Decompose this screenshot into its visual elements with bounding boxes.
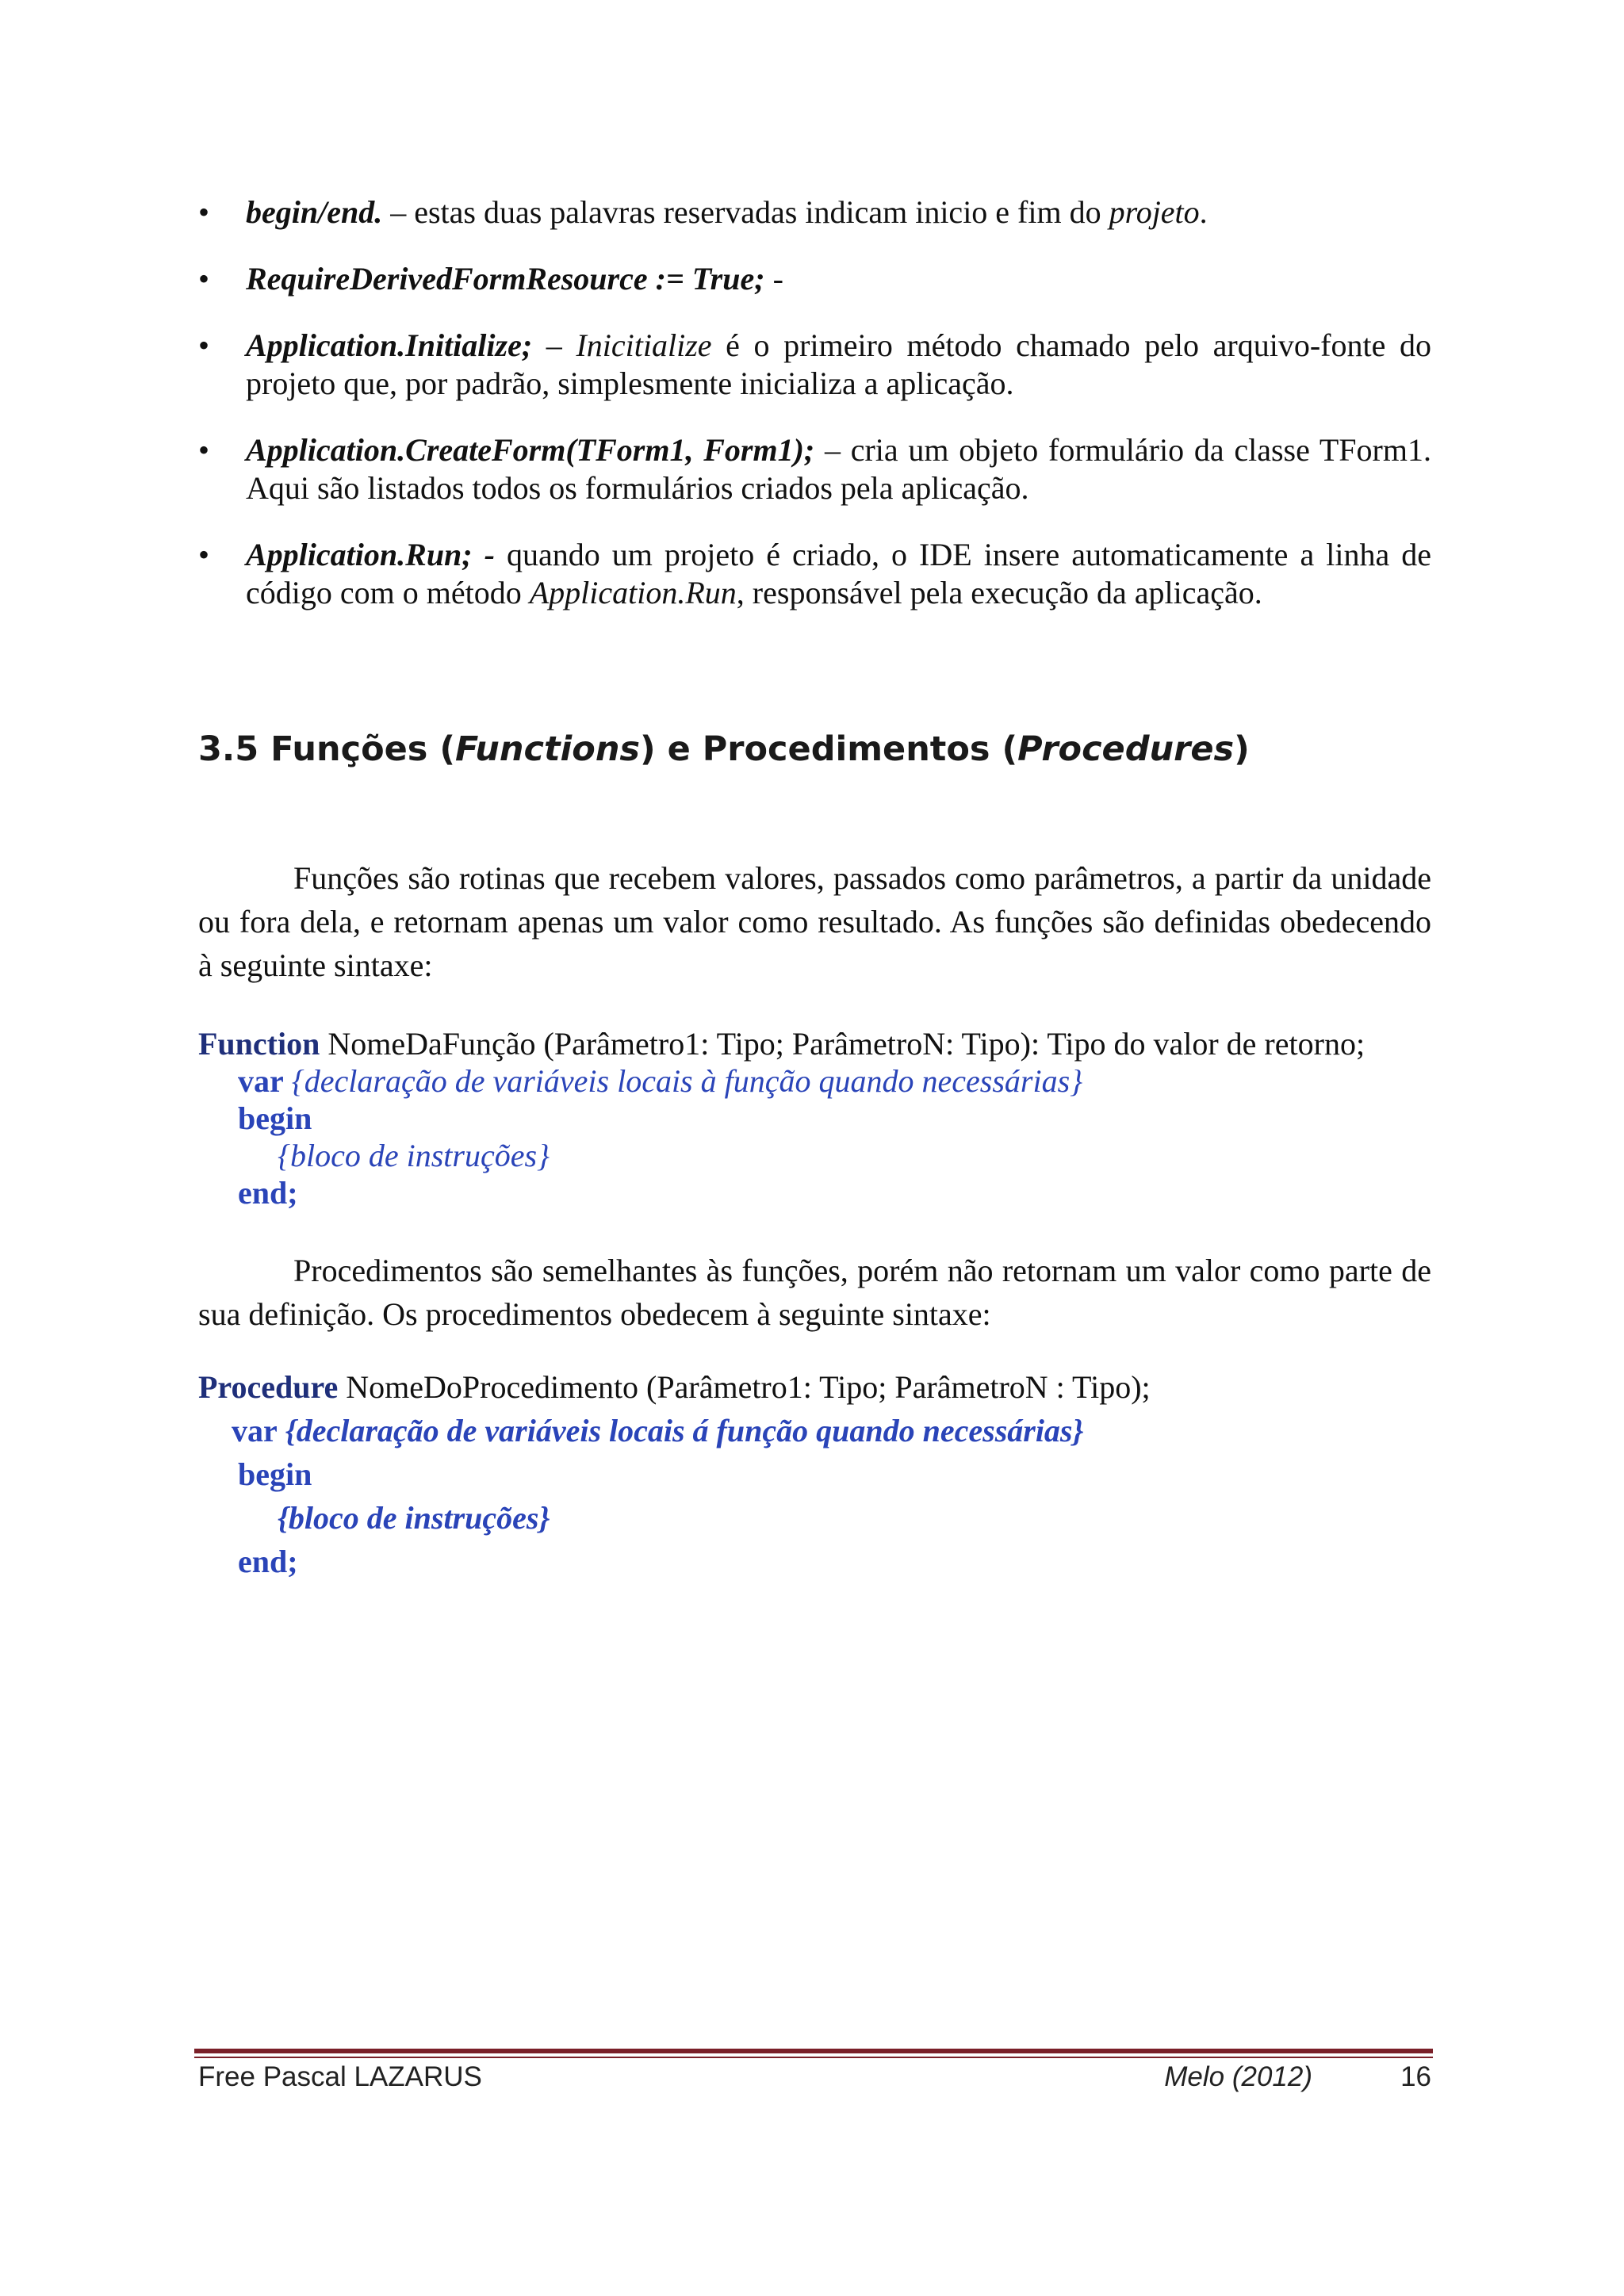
keyword-var: var [232, 1413, 278, 1448]
footer-author: Melo (2012) [1164, 2061, 1312, 2092]
bullet-item [198, 431, 1431, 507]
bullet-item [198, 536, 1431, 612]
block-comment: {bloco de instruções} [278, 1500, 550, 1536]
footer-rule-thin [194, 2057, 1433, 2058]
bullet-icon: • [198, 537, 210, 572]
procedure-syntax-block [198, 1365, 1467, 1583]
function-syntax-block [198, 1025, 1467, 1211]
bullet-text: Application.CreateForm(TForm1, Form1); [246, 432, 815, 468]
bullet-list [198, 193, 1431, 641]
bullet-item [198, 327, 1431, 403]
block-comment: {bloco de instruções} [278, 1138, 550, 1173]
keyword-begin: begin [238, 1100, 312, 1136]
var-comment: {declaração de variáveis locais à função quando necessárias} [283, 1063, 1083, 1099]
bullet-text: quando um projeto é criado, o IDE insere automaticamente a linha de código com o método [246, 537, 1432, 610]
bullet-item [198, 260, 1431, 298]
keyword-begin: begin [238, 1456, 312, 1492]
function-signature: NomeDaFunção (Parâmetro1: Tipo; ParâmetroN: Tipo): Tipo do valor de retorno; [320, 1026, 1365, 1062]
bullet-text: – [532, 327, 576, 363]
heading-procedures: Procedures [1017, 729, 1235, 769]
bullet-text: Application.Run; - [246, 537, 495, 572]
bullet-text: Application.Initialize; [246, 327, 533, 363]
bullet-text: Application.Run [529, 575, 737, 610]
paragraph-procedures: Procedimentos são semelhantes às funções, porém não retornam um valor como parte de sua definição. Os procedimentos obedecem à seguinte sintaxe: [198, 1253, 1431, 1332]
bullet-text: . [1199, 194, 1208, 230]
bullet-text: Inicitialize [576, 327, 712, 363]
paragraph-functions: Funções são rotinas que recebem valores, passados como parâmetros, a partir da unidade ou fora dela, e retornam apenas um valor como resultado. As funções são definidas obedecendo à seguinte sintaxe: [198, 860, 1431, 983]
keyword-function: Function [198, 1026, 320, 1062]
heading-prefix: 3.5 Funções ( [198, 729, 456, 769]
page-number: 16 [1400, 2061, 1431, 2092]
bullet-text: – cria um objeto formulário da classe TForm1. Aqui são listados todos os formulários criados pela aplicação. [246, 432, 1431, 506]
bullet-text: é o primeiro método chamado pelo arquivo-fonte do projeto que, por padrão, simplesmente inicializa a aplicação. [246, 327, 1432, 401]
heading-functions: Functions [455, 729, 641, 769]
bullet-text: - [764, 261, 783, 297]
heading-middle: ) e Procedimentos ( [640, 729, 1018, 769]
keyword-procedure: Procedure [198, 1369, 339, 1405]
bullet-item [198, 193, 1431, 232]
bullet-icon: • [198, 194, 210, 230]
keyword-var: var [238, 1063, 284, 1099]
bullet-text: projeto [1109, 194, 1200, 230]
bullet-icon: • [198, 432, 210, 468]
bullet-icon: • [198, 327, 210, 363]
var-comment: {declaração de variáveis locais á função quando necessárias} [277, 1413, 1084, 1448]
bullet-text: , responsável pela execução da aplicação. [736, 575, 1262, 610]
page-footer [198, 2061, 1431, 2103]
procedure-signature: NomeDoProcedimento (Parâmetro1: Tipo; ParâmetroN : Tipo); [338, 1369, 1151, 1405]
bullet-text: begin/end. [246, 194, 383, 230]
bullet-text: RequireDerivedFormResource := True; [246, 261, 765, 297]
section-heading [198, 729, 1250, 769]
bullet-text: – estas duas palavras reservadas indicam inicio e fim do [382, 194, 1109, 230]
bullet-icon: • [198, 261, 210, 297]
footer-title: Free Pascal LAZARUS [198, 2061, 482, 2092]
keyword-end: end; [238, 1175, 298, 1211]
heading-suffix: ) [1234, 729, 1250, 769]
keyword-end: end; [238, 1544, 298, 1579]
footer-rule [194, 2049, 1433, 2053]
